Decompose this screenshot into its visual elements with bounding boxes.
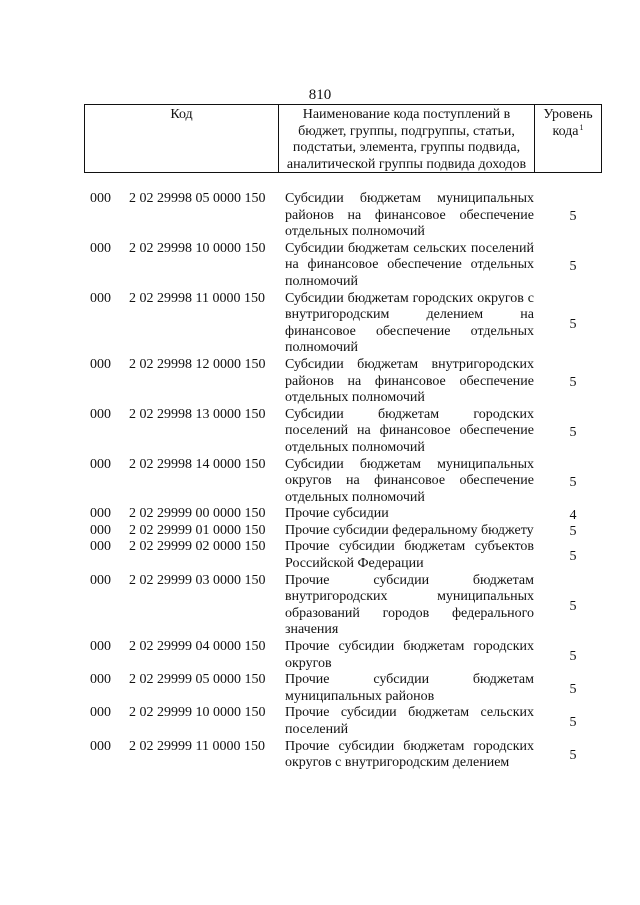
table-header	[84, 104, 602, 173]
table-body	[0, 191, 640, 772]
admin-code: 000	[90, 572, 111, 588]
code-description: Прочие субсидии бюджетам субъектов Российской Федерации	[285, 539, 534, 572]
budget-code: 2 02 29999 05 0000 150	[129, 672, 266, 688]
header-level-line	[535, 124, 601, 141]
admin-code: 000	[90, 672, 111, 688]
table-row	[0, 506, 640, 523]
header-level	[535, 105, 601, 172]
code-level: 5	[569, 316, 577, 332]
code-description: Прочие субсидии бюджетам муниципальных районов	[285, 672, 534, 704]
code-description: Субсидии бюджетам муниципальных районов на финансовое обеспечение отдельных полномочий	[285, 191, 534, 240]
table-row	[0, 523, 640, 540]
budget-code: 2 02 29999 04 0000 150	[129, 639, 266, 655]
header-level-word: кода	[552, 123, 579, 139]
table-row	[0, 573, 640, 639]
page-number: 810	[308, 87, 332, 103]
budget-code: 2 02 29999 10 0000 150	[129, 705, 266, 721]
header-level-line: Уровень	[543, 107, 593, 122]
header-name-line: бюджет, группы, подгруппы, статьи,	[298, 123, 515, 139]
code-level: 5	[569, 474, 577, 490]
budget-code: 2 02 29998 11 0000 150	[129, 290, 265, 306]
code-description: Прочие субсидии	[285, 506, 389, 522]
code-description: Субсидии бюджетам сельских поселений на финансовое обеспечение отдельных полномочий	[285, 240, 534, 289]
admin-code: 000	[90, 705, 111, 721]
table-row	[0, 705, 640, 738]
code-level: 5	[569, 682, 577, 698]
admin-code: 000	[90, 290, 111, 306]
budget-code: 2 02 29999 00 0000 150	[129, 506, 266, 522]
code-level: 5	[569, 524, 577, 540]
header-name	[279, 105, 535, 172]
budget-code: 2 02 29999 03 0000 150	[129, 572, 266, 588]
table-row	[0, 457, 640, 507]
table-row	[0, 672, 640, 705]
admin-code: 000	[90, 456, 111, 472]
code-level: 5	[569, 258, 577, 274]
admin-code: 000	[90, 639, 111, 655]
code-description: Прочие субсидии федеральному бюджету	[285, 522, 534, 538]
code-level: 4	[569, 507, 577, 523]
code-description: Прочие субсидии бюджетам городских округов с внутригородским делением	[285, 738, 534, 771]
code-description: Субсидии бюджетам муниципальных округов на финансовое обеспечение отдельных полномочий	[285, 456, 534, 505]
code-level: 5	[569, 599, 577, 615]
code-level: 5	[569, 375, 577, 391]
budget-code: 2 02 29998 10 0000 150	[129, 240, 266, 256]
footnote-marker: 1	[579, 122, 584, 132]
admin-code: 000	[90, 522, 111, 538]
code-description: Субсидии бюджетам городских округов с внутригородским делением на финансовое обеспечение отдельных полномочий	[285, 290, 534, 356]
budget-code: 2 02 29999 11 0000 150	[129, 738, 265, 754]
header-code: Код	[85, 105, 279, 172]
budget-code: 2 02 29999 02 0000 150	[129, 539, 266, 555]
code-level: 5	[569, 648, 577, 664]
code-level: 5	[569, 748, 577, 764]
budget-code: 2 02 29998 14 0000 150	[129, 456, 266, 472]
code-description: Прочие субсидии бюджетам внутригородских муниципальных образований городов федерального значения	[285, 572, 534, 638]
table-row	[0, 739, 640, 772]
admin-code: 000	[90, 406, 111, 422]
header-name-line: подстатьи, элемента, группы подвида,	[292, 140, 521, 156]
code-level: 5	[569, 209, 577, 225]
admin-code: 000	[90, 191, 111, 206]
table-row	[0, 191, 640, 241]
code-description: Прочие субсидии бюджетам городских округов	[285, 639, 534, 671]
header-name-line: аналитической группы подвида доходов	[286, 156, 527, 172]
table-row	[0, 539, 640, 572]
budget-code: 2 02 29998 05 0000 150	[129, 191, 266, 206]
header-name-line: Наименование кода поступлений в	[302, 107, 511, 122]
table-row	[0, 639, 640, 672]
code-description: Субсидии бюджетам городских поселений на финансовое обеспечение отдельных полномочий	[285, 406, 534, 455]
admin-code: 000	[90, 506, 111, 522]
admin-code: 000	[90, 240, 111, 256]
budget-code: 2 02 29998 12 0000 150	[129, 356, 266, 372]
budget-code: 2 02 29998 13 0000 150	[129, 406, 266, 422]
table-row	[0, 241, 640, 291]
budget-code: 2 02 29999 01 0000 150	[129, 522, 266, 538]
table-row	[0, 291, 640, 357]
table-row	[0, 407, 640, 457]
code-level: 5	[569, 715, 577, 731]
code-description: Прочие субсидии бюджетам сельских поселений	[285, 705, 534, 737]
table-row	[0, 357, 640, 407]
admin-code: 000	[90, 738, 111, 754]
admin-code: 000	[90, 539, 111, 555]
code-description: Субсидии бюджетам внутригородских районов на финансовое обеспечение отдельных полномочий	[285, 356, 534, 406]
code-level: 5	[569, 424, 577, 440]
admin-code: 000	[90, 356, 111, 372]
code-level: 5	[569, 549, 577, 565]
